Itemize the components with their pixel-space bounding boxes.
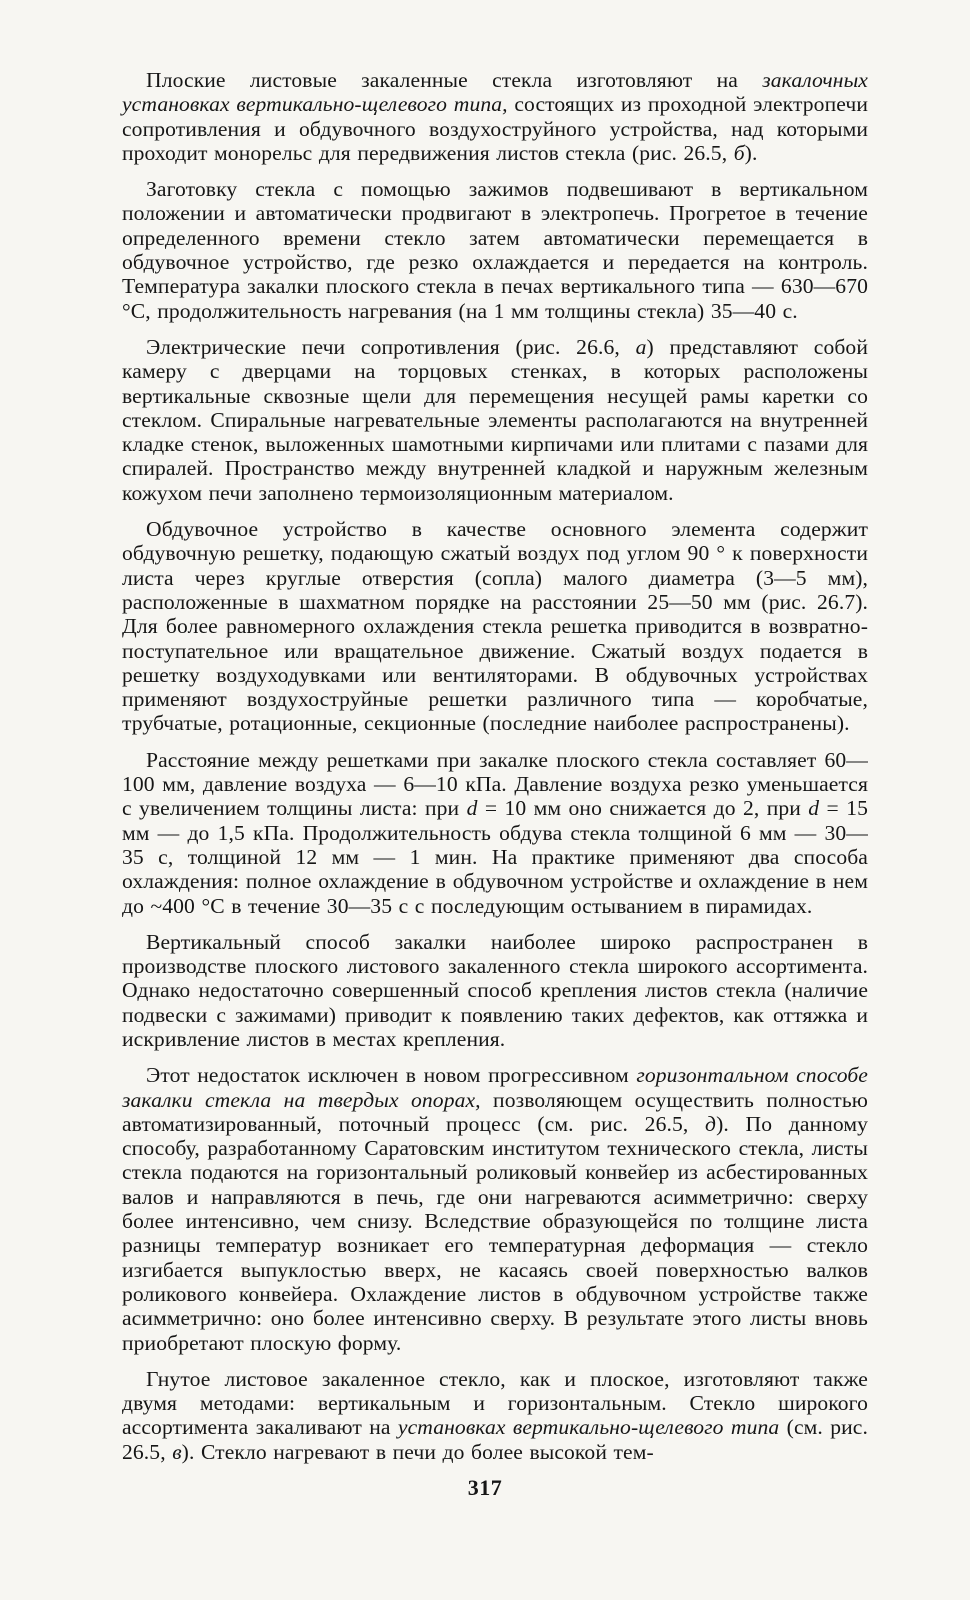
paragraph <box>122 930 868 1051</box>
page-text <box>122 68 868 1476</box>
text-run: Плоские листовые закаленные стекла изготовляют на <box>146 68 763 92</box>
text-run: Электрические печи сопротивления (рис. 26.6, <box>146 334 636 359</box>
paragraph <box>122 177 868 323</box>
italic-run: d <box>808 796 820 821</box>
text-run: ) представляют собой камеру с дверцами на торцовых стенках, в которых расположены вертикальные сквозные щели для перемещения несущей рамы каретки со стеклом. Спиральные нагревательные элементы располагаются на внутренней кладке стенок, выложенных шамотными кирпичами или плитами с пазами для спиралей. Пространство между внутренней кладкой и наружным железным кожухом печи заполнено термоизоляционным материалом. <box>122 334 868 505</box>
text-run: Обдувочное устройство в качестве основного элемента содержит обдувочную решетку, подающую сжатый воздух под углом 90 ° к поверхности листа через круглые отверстия (сопла) малого диаметра (3—5 мм), расположенные в шахматном порядке на расстоянии 25—50 мм (рис. 26.7). Для более равномерного охлаждения стекла решетка приводится в возвратно-поступательное или вращательное движение. Сжатый воздух подается в решетку воздуходувками или вентиляторами. В обдувочных устройствах применяют воздухоструйные решетки различного типа — коробчатые, трубчатые, ротационные, секционные (последние наиболее распространены). <box>122 517 868 736</box>
paragraph <box>122 68 868 165</box>
italic-run: установках вертикально-щелевого типа <box>397 1415 780 1440</box>
text-run: ). По данному способу, разработанному Саратовским институтом технического стекла, листы стекла подаются на горизонтальный роликовый конвейер из асбестированных валов и направляются в печь, где они нагреваются асимметрично: сверху более интенсивно, чем снизу. Вследствие образующейся по толщине листа разницы температур возникает его температурная деформация — стекло изгибается выпуклостью вверх, не касаясь своей поверхностью валков роликового конвейера. Охлаждение листов в обдувочном устройстве также асимметрично: оно более интенсивно сверху. В результате этого листы вновь приобретают плоскую форму. <box>122 1111 868 1355</box>
text-run: Гнутое листовое закаленное стекло, как и плоское, изготовляют также двумя методами: вертикальным и горизонтальным. Стекло широкого ассортимента закаливают на <box>122 1366 868 1440</box>
text-run: Вертикальный способ закалки наиболее широко распространен в производстве плоского листового закаленного стекла широкого ассортимента. Однако недостаточно совершенный способ крепления листов стекла (наличие подвески с зажимами) приводит к появлению таких дефектов, как оттяжка и искривление листов в местах крепления. <box>122 929 868 1051</box>
italic-run: д <box>705 1111 717 1136</box>
italic-run: горизонтальном способе закалки стекла на твердых опорах, <box>122 1063 868 1112</box>
italic-run: d <box>466 796 478 821</box>
text-run: Этот недостаток исключен в новом прогрессивном <box>146 1063 637 1088</box>
text-run: состоящих из проходной электропечи сопротивления и обдувочного воздухоструйного устройства, над которыми проходит монорельс для передвижения листов стекла (рис. 26.5, <box>122 92 868 165</box>
paragraph <box>122 1063 868 1355</box>
paragraph <box>122 1367 868 1464</box>
text-run: (см. рис. 26.5, <box>122 1415 868 1464</box>
italic-run: б <box>733 140 745 165</box>
paragraph <box>122 517 868 736</box>
italic-run: закалочных установках вертикально-щелевого типа, <box>122 68 868 117</box>
paragraph <box>122 748 868 918</box>
paragraph <box>122 335 868 505</box>
text-run: ). <box>744 140 758 165</box>
italic-run: в <box>172 1439 182 1464</box>
text-run: = 10 мм оно снижается до 2, при <box>477 796 809 821</box>
text-run: Расстояние между решетками при закалке плоского стекла составляет 60—100 мм, давление воздуха — 6—10 кПа. Давление воздуха резко уменьшается с увеличением толщины листа: при <box>122 747 868 821</box>
page-number: 317 <box>467 1475 503 1500</box>
text-run: позволяющем осуществить полностью автоматизированный, поточный процесс (см. рис. 26.5, <box>122 1087 869 1136</box>
text-run: Заготовку стекла с помощью зажимов подвешивают в вертикальном положении и автоматически продвигают в электропечь. Прогретое в течение определенного времени стекло затем автоматически перемещается в обдувочное устройство, где резко охлаждается и передается на контроль. Температура закалки плоского стекла в печах вертикального типа — 630—670 °С, продолжительность нагревания (на 1 мм толщины стекла) 35—40 с. <box>122 177 868 323</box>
italic-run: а <box>635 334 647 359</box>
text-run: = 15 мм — до 1,5 кПа. Продолжительность обдува стекла толщиной 6 мм — 30—35 с, толщиной 12 мм — 1 мин. На практике применяют два способа охлаждения: полное охлаждение в обдувочном устройстве и охлаждение в нем до ~400 °С в течение 30—35 с с последующим остыванием в пирамидах. <box>122 796 868 918</box>
text-run: ). Стекло нагревают в печи до более высокой тем- <box>181 1439 654 1464</box>
